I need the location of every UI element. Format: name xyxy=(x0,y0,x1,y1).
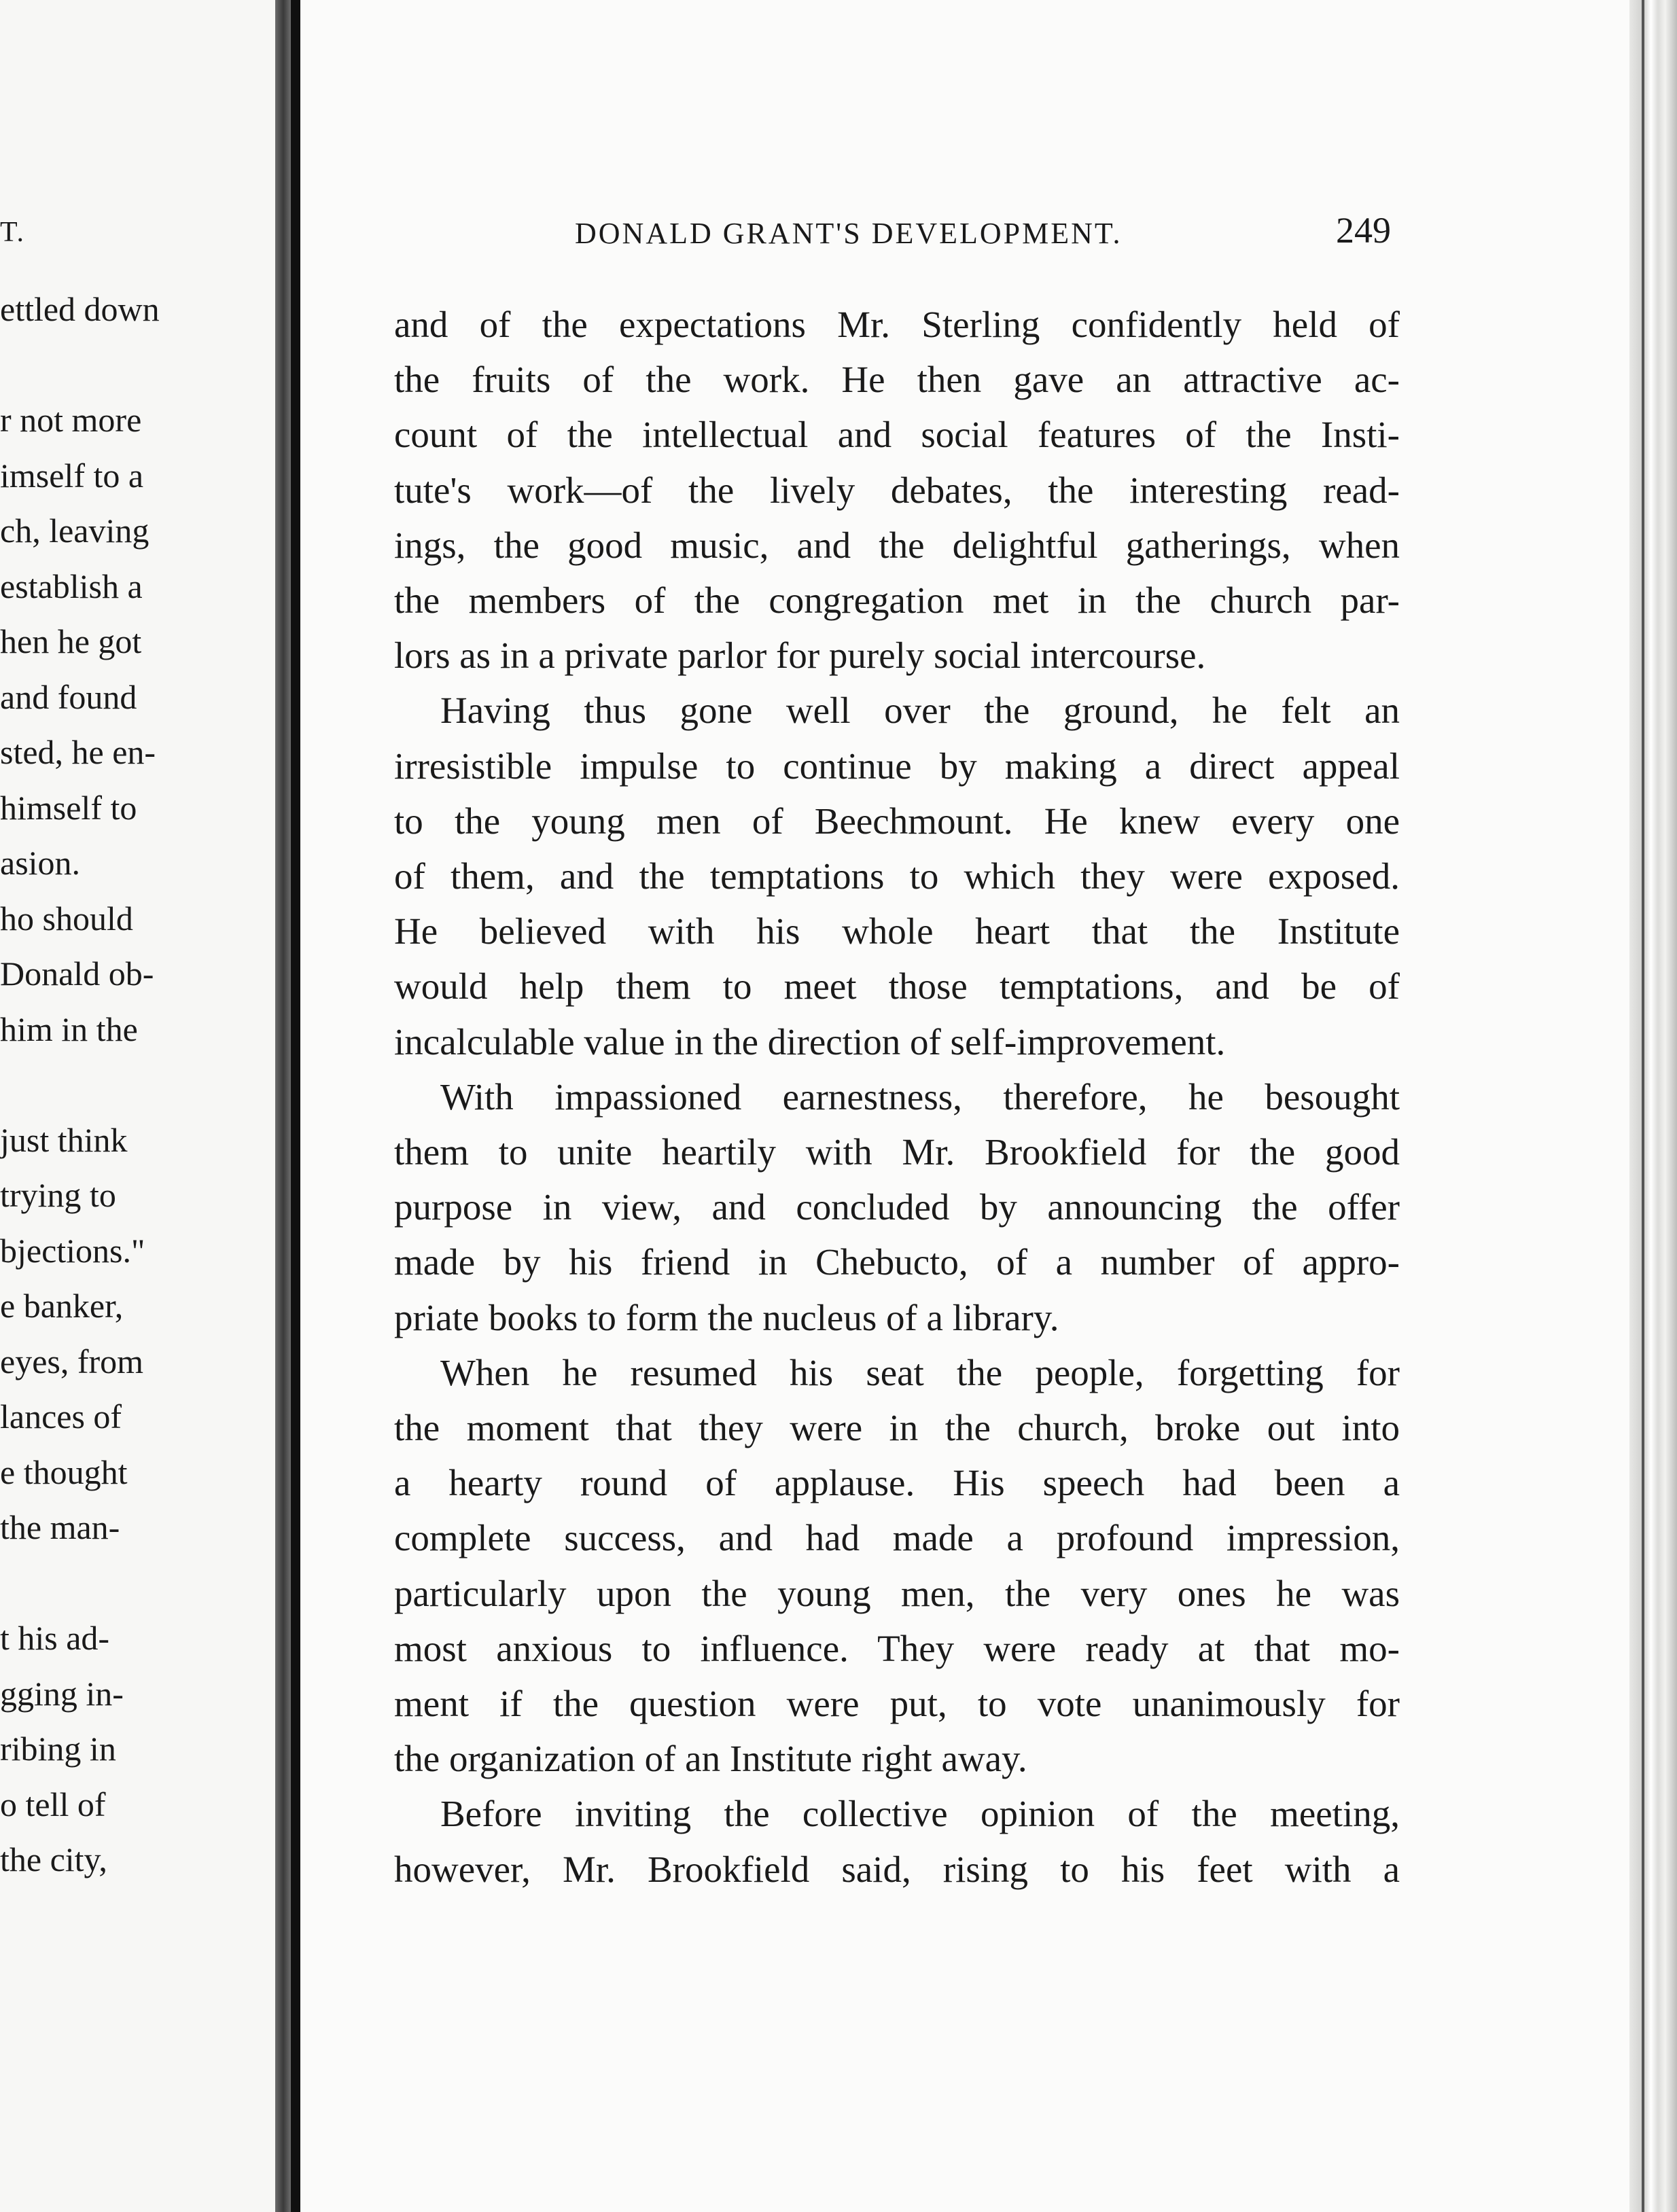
left-page-line: just think xyxy=(0,1120,128,1159)
body-text-line: however, Mr. Brookfield said, rising to his feet with a xyxy=(394,1848,1400,1890)
body-text-line: irresistible impulse to continue by making a direct appeal xyxy=(394,745,1400,787)
left-page-line: the city, xyxy=(0,1840,107,1878)
left-page-line: ch, leaving xyxy=(0,512,149,550)
left-page-line: e banker, xyxy=(0,1287,124,1325)
left-page-line: t his ad- xyxy=(0,1619,110,1657)
body-text-line: complete success, and had made a profound impression, xyxy=(394,1517,1400,1559)
left-page-line: and found xyxy=(0,677,137,716)
left-page-line: r not more xyxy=(0,401,142,439)
page-edge-line xyxy=(1642,0,1644,2212)
body-text-line: the members of the congregation met in the church par- xyxy=(394,579,1400,621)
body-text-line: ings, the good music, and the delightful gatherings, when xyxy=(394,524,1400,566)
body-text-line: them to unite heartily with Mr. Brookfield for the good xyxy=(394,1131,1400,1173)
body-text-line: Having thus gone well over the ground, he felt an xyxy=(440,690,1400,732)
page-edge xyxy=(1629,0,1677,2212)
body-text-line: purpose in view, and concluded by announcing the offer xyxy=(394,1186,1400,1228)
left-page-line: e thought xyxy=(0,1452,128,1491)
body-text-line: the organization of an Institute right away. xyxy=(394,1738,1027,1780)
body-text-line: With impassioned earnestness, therefore, he besought xyxy=(440,1075,1400,1118)
body-text-line: to the young men of Beechmount. He knew every one xyxy=(394,800,1400,842)
body-text-line: Before inviting the collective opinion of the meeting, xyxy=(440,1793,1400,1835)
left-page-running-head: T. xyxy=(0,217,26,248)
body-text-line: would help them to meet those temptations, and be of xyxy=(394,965,1400,1007)
body-text-line: the fruits of the work. He then gave an attractive ac- xyxy=(394,359,1400,401)
body-text-line: ment if the question were put, to vote unanimously for xyxy=(394,1683,1400,1724)
left-page-line: imself to a xyxy=(0,456,144,495)
body-text-line: particularly upon the young men, the very ones he was xyxy=(394,1572,1400,1614)
body-text-line: priate books to form the nucleus of a library. xyxy=(394,1296,1059,1338)
body-text-line: and of the expectations Mr. Sterling confidently held of xyxy=(394,304,1400,345)
left-page-line: ho should xyxy=(0,899,133,938)
left-page-line: sted, he en- xyxy=(0,733,156,771)
left-page-line: o tell of xyxy=(0,1785,106,1823)
body-text-line: a hearty round of applause. His speech had been a xyxy=(394,1462,1400,1504)
body-text-line: the moment that they were in the church, broke out into xyxy=(394,1407,1400,1448)
left-page-line: Donald ob- xyxy=(0,955,154,993)
left-page-fragment xyxy=(0,0,279,2212)
body-text-line: made by his friend in Chebucto, of a number of appro- xyxy=(394,1241,1400,1283)
body-text-line: of them, and the temptations to which they were exposed. xyxy=(394,855,1400,897)
left-page-line: lances of xyxy=(0,1397,122,1435)
left-page-line: ribing in xyxy=(0,1730,116,1768)
left-page-line: asion. xyxy=(0,844,81,882)
left-page-line: himself to xyxy=(0,788,137,827)
left-page-line: hen he got xyxy=(0,622,142,660)
running-head: DONALD GRANT'S DEVELOPMENT. xyxy=(575,217,1123,250)
left-page-line: bjections." xyxy=(0,1231,145,1270)
body-text-line: incalculable value in the direction of self-improvement. xyxy=(394,1020,1226,1063)
left-page-line: ettled down xyxy=(0,290,160,328)
left-page-line: trying to xyxy=(0,1176,116,1214)
left-page-line: gging in- xyxy=(0,1674,124,1713)
body-text-line: He believed with his whole heart that the Institute xyxy=(394,910,1400,952)
body-text-line: tute's work—of the lively debates, the interesting read- xyxy=(394,469,1400,511)
body-text-line: count of the intellectual and social features of the Insti- xyxy=(394,414,1400,456)
body-text-line: When he resumed his seat the people, forgetting for xyxy=(440,1351,1400,1393)
left-page-line: him in the xyxy=(0,1010,138,1048)
body-text-line: most anxious to influence. They were ready at that mo- xyxy=(394,1627,1400,1669)
left-page-line: establish a xyxy=(0,567,143,605)
left-page-line: the man- xyxy=(0,1508,120,1546)
left-page-line: eyes, from xyxy=(0,1342,144,1380)
body-text-line: lors as in a private parlor for purely social intercourse. xyxy=(394,635,1206,677)
book-spine xyxy=(291,0,300,2212)
page-number: 249 xyxy=(1336,210,1391,251)
